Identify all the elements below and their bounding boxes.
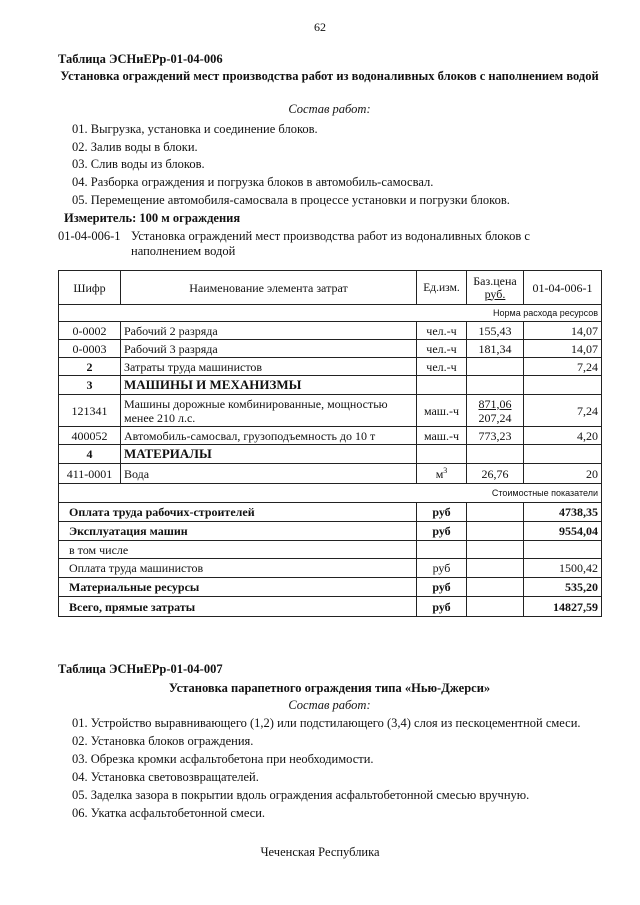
header-name: Наименование элемента затрат [121, 271, 417, 305]
row-unit: чел.-ч [417, 340, 467, 358]
row-unit: чел.-ч [417, 358, 467, 376]
table-row [59, 322, 602, 340]
section-title: МАШИНЫ И МЕХАНИЗМЫ [121, 376, 417, 395]
totals-row [59, 541, 602, 559]
section-title: МАТЕРИАЛЫ [121, 445, 417, 464]
table2-code-title: Таблица ЭСНиЕРр-01-04-007 [58, 662, 223, 676]
work-item: 04. Установка световозвращателей. [72, 770, 259, 784]
totals-name: Оплата труда машинистов [59, 559, 417, 578]
work-item: 05. Перемещение автомобиля-самосвала в процессе установки и погрузки блоков. [72, 193, 510, 207]
totals-value: 9554,04 [524, 522, 602, 541]
table1-meter: Измеритель: 100 м ограждения [64, 211, 241, 225]
row-value: 4,20 [524, 427, 602, 445]
row-unit: чел.-ч [417, 322, 467, 340]
totals-unit [417, 541, 467, 559]
work-item: 06. Укатка асфальтобетонной смеси. [72, 806, 266, 820]
row-code: 2 [59, 358, 121, 376]
row-unit: $м^3$ [417, 464, 467, 484]
header-code: Шифр [59, 271, 121, 305]
row-price: 871,06 207,24 [467, 395, 524, 427]
resource-table [58, 270, 602, 617]
totals-value: 535,20 [524, 578, 602, 597]
row-code: 0-0003 [59, 340, 121, 358]
section-row [59, 376, 602, 395]
totals-unit: руб [417, 578, 467, 597]
row-value: 7,24 [524, 395, 602, 427]
row-unit: маш.-ч [417, 395, 467, 427]
norm-label-row [59, 305, 602, 322]
work-item: 03. Слив воды из блоков. [72, 157, 205, 171]
row-code: 121341 [59, 395, 121, 427]
totals-unit: руб [417, 597, 467, 617]
work-item: 04. Разборка ограждения и погрузка блоков в автомобиль-самосвал. [72, 175, 434, 189]
row-unit: маш.-ч [417, 427, 467, 445]
row-price: 773,23 [467, 427, 524, 445]
header-unit: Ед.изм. [417, 271, 467, 305]
totals-unit: руб [417, 503, 467, 522]
row-value: 14,07 [524, 340, 602, 358]
page-number: 62 [314, 20, 326, 34]
row-price: 155,43 [467, 322, 524, 340]
row-code: 0-0002 [59, 322, 121, 340]
table-row [59, 464, 602, 484]
header-price: Баз.цена руб. [467, 271, 524, 305]
section-row [59, 445, 602, 464]
row-value: 20 [524, 464, 602, 484]
totals-name: Материальные ресурсы [59, 578, 417, 597]
table1-item-desc-line1: Установка ограждений мест производства работ из водоналивных блоков с [131, 229, 530, 243]
row-code: 4 [59, 445, 121, 464]
totals-value [524, 541, 602, 559]
row-value: 7,24 [524, 358, 602, 376]
table2-work-header: Состав работ: [288, 698, 371, 712]
norm-label: Норма расхода ресурсов [59, 305, 602, 322]
work-item: 05. Заделка зазора в покрытии вдоль ограждения асфальтобетонной смесью вручную. [72, 788, 530, 802]
work-item: 02. Залив воды в блоки. [72, 140, 198, 154]
totals-value: 14827,59 [524, 597, 602, 617]
table2-title: Установка парапетного ограждения типа «Нью-Джерси» [168, 681, 491, 695]
table1-item-code: 01-04-006-1 [58, 229, 121, 243]
row-price: 26,76 [467, 464, 524, 484]
row-price: 181,34 [467, 340, 524, 358]
table-row [59, 340, 602, 358]
table-row [59, 427, 602, 445]
row-code: 400052 [59, 427, 121, 445]
work-item: 02. Установка блоков ограждения. [72, 734, 254, 748]
footer-region: Чеченская Республика [260, 845, 380, 859]
totals-row [59, 578, 602, 597]
totals-row [59, 503, 602, 522]
row-name: Вода [121, 464, 417, 484]
row-name: Машины дорожные комбинированные, мощностью менее 210 л.с. [121, 395, 417, 427]
totals-name: Оплата труда рабочих-строителей [59, 503, 417, 522]
row-name: Автомобиль-самосвал, грузоподъемность до 10 т [121, 427, 417, 445]
work-item: 01. Устройство выравнивающего (1,2) или подстилающего (3,4) слоя из пескоцементной смеси. [72, 716, 581, 730]
table-row [59, 358, 602, 376]
work-item: 03. Обрезка кромки асфальтобетона при необходимости. [72, 752, 374, 766]
totals-row [59, 522, 602, 541]
row-value: 14,07 [524, 322, 602, 340]
header-col: 01-04-006-1 [524, 271, 602, 305]
totals-name: Всего, прямые затраты [59, 597, 417, 617]
table1-work-header: Состав работ: [288, 102, 371, 116]
table1-item-desc-line2: наполнением водой [131, 244, 236, 258]
cost-label-row [59, 484, 602, 503]
row-name: Рабочий 3 разряда [121, 340, 417, 358]
totals-row [59, 559, 602, 578]
totals-row [59, 597, 602, 617]
row-name: Затраты труда машинистов [121, 358, 417, 376]
row-name: Рабочий 2 разряда [121, 322, 417, 340]
row-price [467, 358, 524, 376]
table-header-row [59, 271, 602, 305]
cost-label: Стоимостные показатели [59, 484, 602, 503]
row-code: 3 [59, 376, 121, 395]
totals-unit: руб [417, 522, 467, 541]
row-code: 411-0001 [59, 464, 121, 484]
totals-value: 1500,42 [524, 559, 602, 578]
totals-name: Эксплуатация машин [59, 522, 417, 541]
totals-name: в том числе [59, 541, 417, 559]
totals-unit: руб [417, 559, 467, 578]
work-item: 01. Выгрузка, установка и соединение блоков. [72, 122, 318, 136]
table1-title: Установка ограждений мест производства работ из водоналивных блоков с наполнением водой [60, 69, 599, 83]
table-row [59, 395, 602, 427]
totals-value: 4738,35 [524, 503, 602, 522]
table1-code-title: Таблица ЭСНиЕРр-01-04-006 [58, 52, 223, 66]
